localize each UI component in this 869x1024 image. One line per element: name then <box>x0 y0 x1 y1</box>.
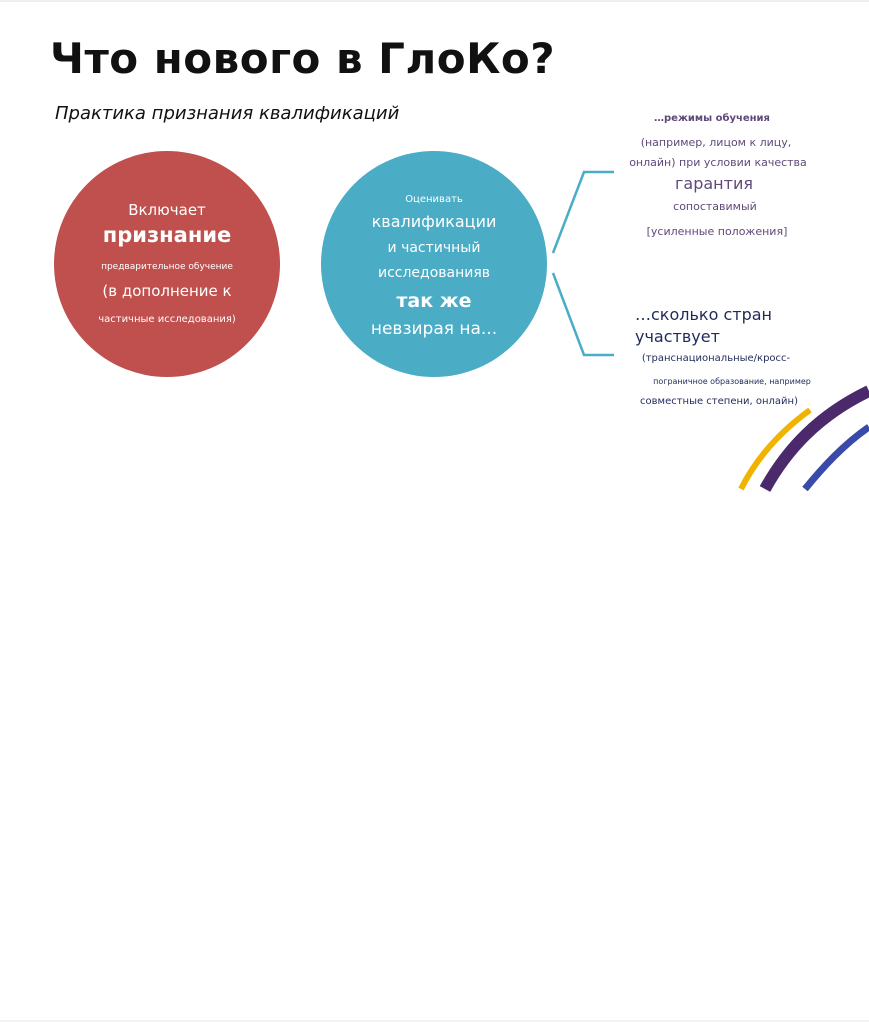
circle-right-line6: невзирая на... <box>370 319 498 339</box>
note-bottom-line4: пограничное образование, например <box>653 377 811 386</box>
circle-right-line1: Оценивать <box>405 194 463 205</box>
slide-subtitle: Практика признания квалификаций <box>55 103 400 124</box>
note-top-line3: онлайн) при условии качества <box>629 156 807 169</box>
assessment-circle <box>321 151 547 377</box>
note-top-line4: гарантия <box>675 174 753 193</box>
note-bottom-line5: совместные степени, онлайн) <box>640 396 798 407</box>
circle-right-line4: исследованияв <box>377 265 491 281</box>
circle-left-line4: (в дополнение к <box>102 282 232 300</box>
circle-right-line3: и частичный <box>387 240 481 256</box>
connector-top-line <box>553 172 614 253</box>
circle-left-line5: частичные исследования) <box>98 314 236 325</box>
bottom-rule <box>0 1020 869 1022</box>
note-bottom-line2: участвует <box>635 327 720 346</box>
note-top-line5: сопоставимый <box>673 200 757 213</box>
note-bottom-line3: (транснациональные/кросс- <box>641 353 791 364</box>
decorative-swoosh <box>735 385 869 493</box>
top-rule <box>0 0 869 2</box>
recognition-circle <box>54 151 280 377</box>
note-top-line1: …режимы обучения <box>654 113 770 124</box>
note-bottom-line1: …сколько стран <box>635 305 772 324</box>
note-top-line6: [усиленные положения] <box>646 225 788 238</box>
circle-left-line3: предварительное обучение <box>101 262 233 272</box>
circle-left-line2: признание <box>102 223 232 247</box>
slide-title: Что нового в ГлоКо? <box>50 34 556 83</box>
bracket-connectors <box>548 165 618 365</box>
note-top-line2: (например, лицом к лицу, <box>640 136 792 149</box>
circle-right-line5: так же <box>396 290 472 312</box>
circle-right-line2: квалификации <box>371 212 497 231</box>
circle-left-line1: Включает <box>128 201 206 219</box>
swoosh-blue-stroke <box>805 427 869 489</box>
connector-bottom-line <box>553 273 614 355</box>
